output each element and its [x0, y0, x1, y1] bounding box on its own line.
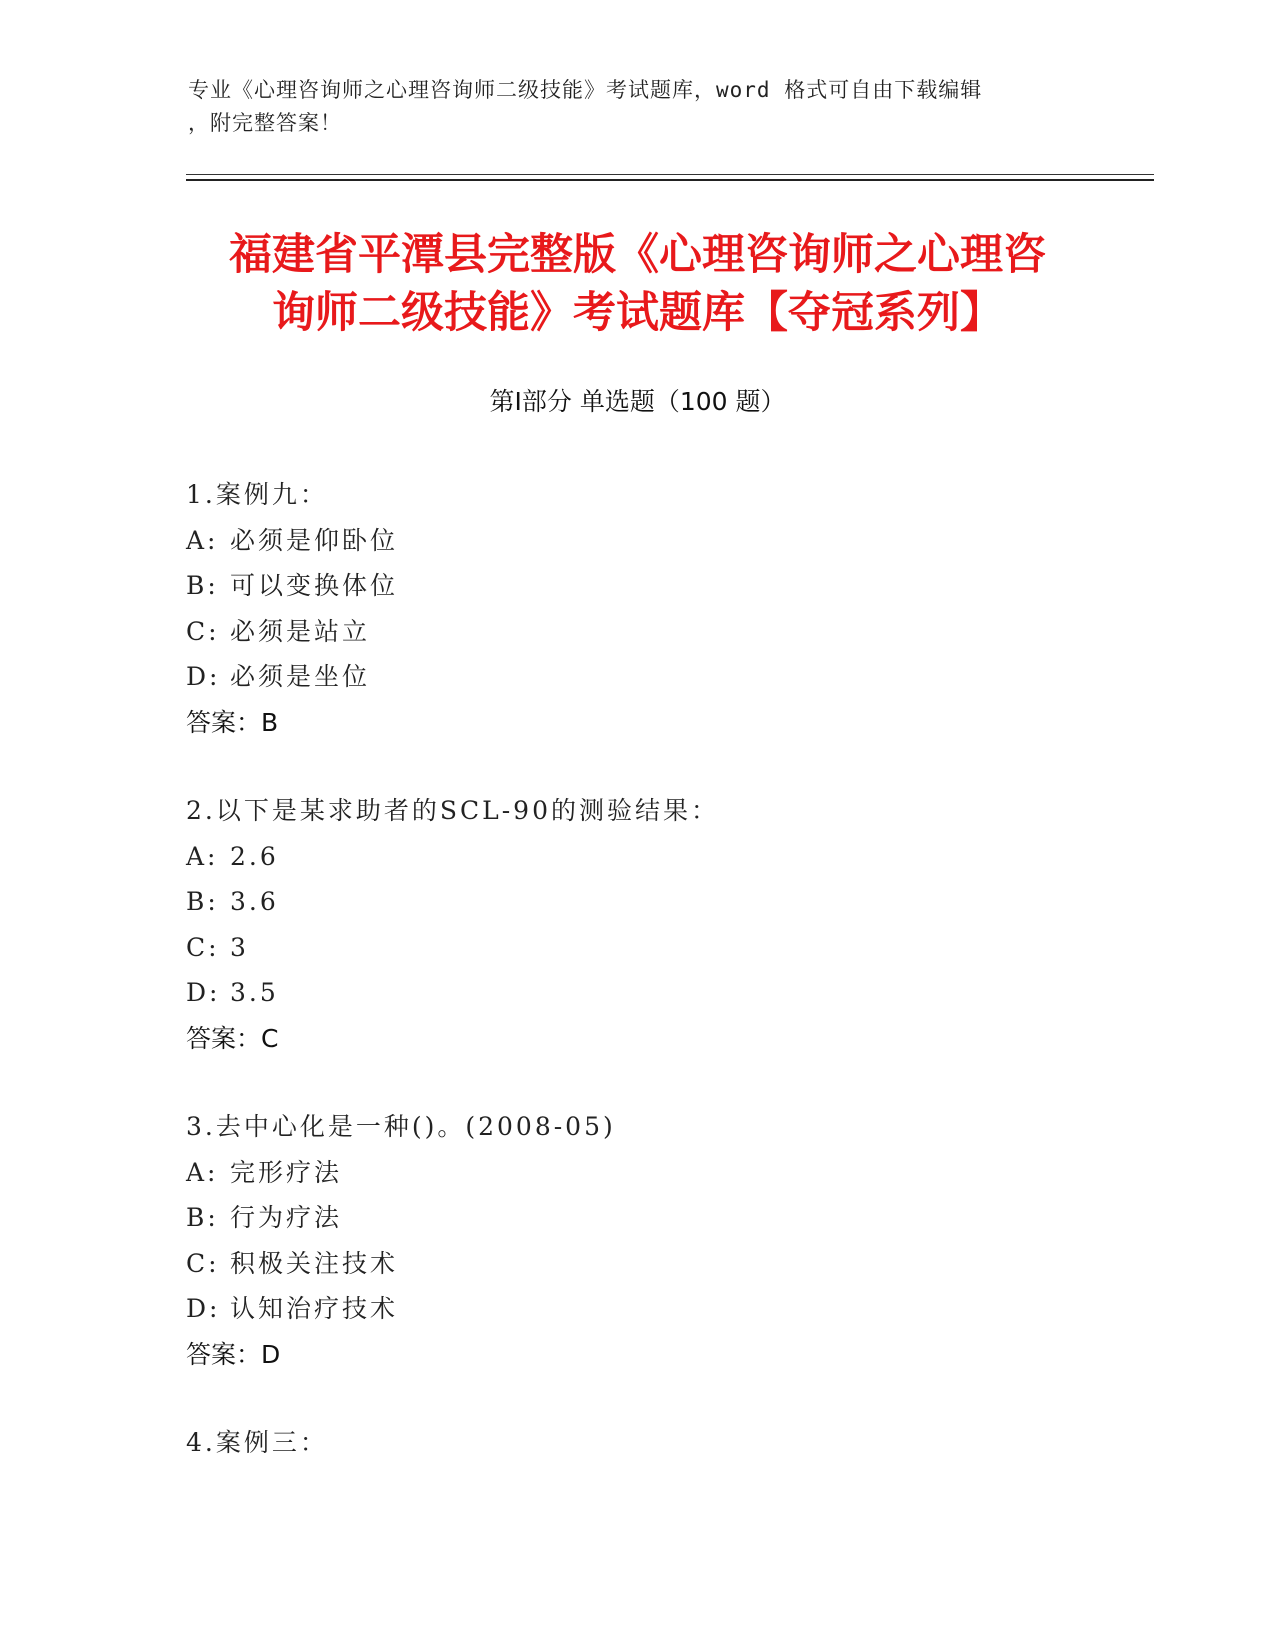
option-d: [186, 1286, 1126, 1332]
option-d: [186, 970, 1126, 1016]
option-letter: C:: [186, 616, 220, 646]
header-note-line-1: 专业《心理咨询师之心理咨询师二级技能》考试题库，word 格式可自由下载编辑: [188, 78, 983, 102]
option-text: 认知治疗技术: [230, 1294, 399, 1323]
header-note: [188, 74, 1068, 140]
header-note-line-2: ，附完整答案！: [188, 111, 342, 135]
answer-line: 答案：C: [186, 1023, 279, 1053]
option-a: [186, 834, 1126, 880]
question-4: [186, 1420, 1126, 1466]
option-b: [186, 1195, 1126, 1241]
option-letter: A:: [186, 841, 219, 871]
document-title-line-1: 福建省平潭县完整版《心理咨询师之心理咨: [229, 230, 1046, 280]
option-text: 3: [230, 932, 249, 962]
option-text: 积极关注技术: [230, 1248, 399, 1278]
option-letter: A:: [186, 1157, 219, 1187]
option-text: 必须是站立: [230, 616, 371, 646]
document-title-line-2: 询师二级技能》考试题库【夺冠系列】: [272, 288, 1003, 338]
option-a: [186, 518, 1126, 564]
answer-line: 答案：B: [186, 707, 279, 737]
answer-line: 答案：D: [186, 1339, 281, 1369]
option-text: 可以变换体位: [230, 571, 399, 600]
option-b: [186, 879, 1126, 925]
header-rule-thin: [186, 174, 1154, 175]
option-letter: D:: [186, 978, 221, 1007]
option-letter: C:: [186, 932, 220, 962]
option-text: 完形疗法: [230, 1157, 343, 1187]
option-text: 2.6: [230, 841, 279, 871]
question-3: [186, 1104, 1126, 1377]
header-rule-thick: [186, 179, 1154, 181]
option-d: [186, 654, 1126, 700]
option-a: [186, 1150, 1126, 1196]
option-letter: B:: [186, 887, 219, 916]
option-letter: C:: [186, 1248, 220, 1278]
option-text: 3.5: [230, 978, 279, 1007]
section-title: 第Ⅰ部分 单选题（100 题）: [489, 387, 786, 416]
option-text: 3.6: [230, 887, 279, 916]
option-text: 必须是仰卧位: [230, 525, 399, 555]
option-c: [186, 925, 1126, 971]
option-text: 行为疗法: [230, 1203, 343, 1232]
option-letter: D:: [186, 662, 221, 691]
question-stem: 3.去中心化是一种()。(2008-05): [186, 1112, 616, 1141]
question-stem: 2.以下是某求助者的SCL-90的测验结果：: [186, 796, 719, 825]
option-b: [186, 563, 1126, 609]
option-text: 必须是坐位: [230, 662, 371, 691]
question-stem: 1.案例九：: [186, 480, 328, 509]
option-letter: A:: [186, 525, 219, 555]
option-c: [186, 609, 1126, 655]
document-title: [150, 226, 1125, 342]
option-c: [186, 1241, 1126, 1287]
question-stem: 4.案例三：: [186, 1428, 328, 1457]
option-letter: D:: [186, 1294, 221, 1323]
question-2: [186, 788, 1126, 1061]
question-1: [186, 472, 1126, 745]
option-letter: B:: [186, 1203, 219, 1232]
option-letter: B:: [186, 571, 219, 600]
